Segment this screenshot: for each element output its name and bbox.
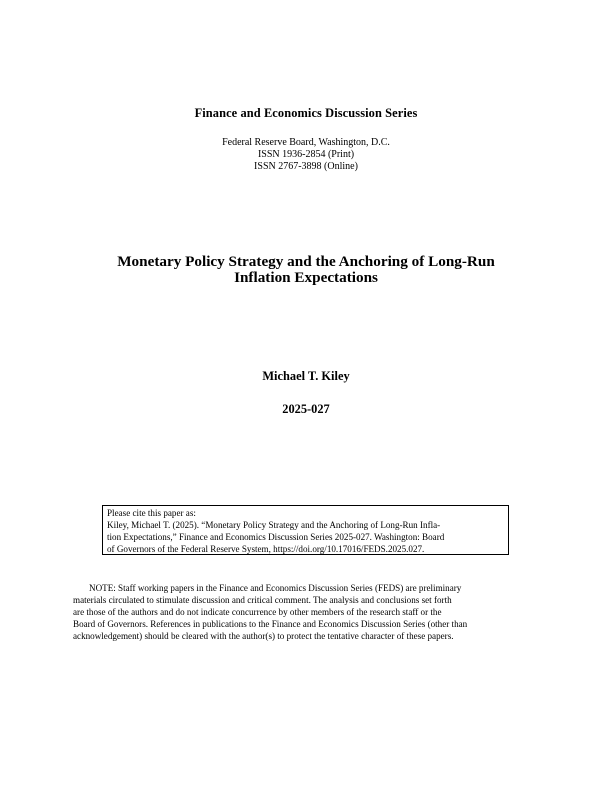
citation-line-3: of Governors of the Federal Reserve System, https://doi.org/10.17016/FEDS.2025.027.: [107, 544, 425, 554]
note-line-5: acknowledgement) should be cleared with the author(s) to protect the tentative character of these papers.: [73, 631, 454, 641]
paper-title: [0, 254, 612, 286]
citation-box: [102, 505, 509, 555]
note-line-3: are those of the authors and do not indicate concurrence by other members of the research staff or the: [73, 607, 442, 617]
issn-print: ISSN 1936-2854 (Print): [257, 149, 355, 160]
paper-number: 2025-027: [282, 402, 330, 416]
paper-title-line-1: Monetary Policy Strategy and the Anchoring of Long-Run: [117, 253, 495, 270]
note-line-2: materials circulated to stimulate discussion and critical comment. The analysis and conclusions set forth: [73, 595, 452, 605]
note-line-4: Board of Governors. References in publications to the Finance and Economics Discussion Series (other than: [73, 619, 468, 629]
issn-online: ISSN 2767-3898 (Online): [254, 161, 358, 172]
note-line-1: NOTE: Staff working papers in the Finance and Economics Discussion Series (FEDS) are preliminary: [89, 583, 462, 593]
citation-line-1: Kiley, Michael T. (2025). “Monetary Policy Strategy and the Anchoring of Long-Run Infla-: [107, 520, 441, 530]
citation-line-2: tion Expectations,” Finance and Economics Discussion Series 2025-027. Washington: Board: [107, 532, 445, 542]
series-title: Finance and Economics Discussion Series: [194, 106, 418, 120]
author-name: Michael T. Kiley: [262, 369, 350, 383]
citation-label: Please cite this paper as:: [107, 508, 196, 518]
publisher-line: Federal Reserve Board, Washington, D.C.: [222, 137, 390, 148]
paper-title-line-2: Inflation Expectations: [234, 269, 378, 286]
disclaimer-note: [73, 582, 539, 642]
